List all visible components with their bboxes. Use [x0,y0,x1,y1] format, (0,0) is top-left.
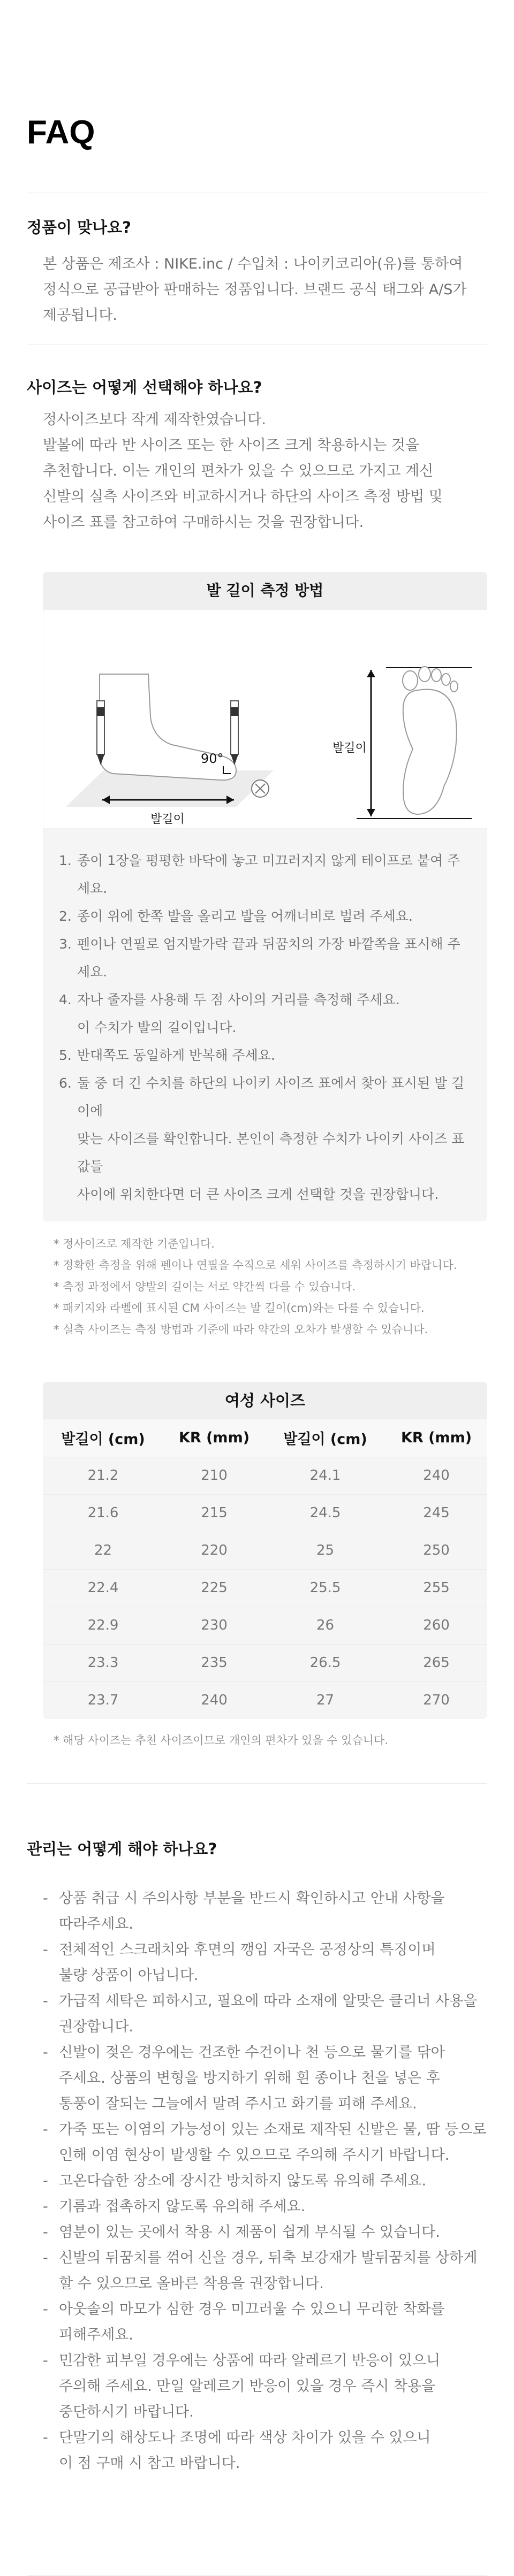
care-line: 권장합니다. [59,2019,133,2035]
size-chart-note: * 해당 사이즈는 추천 사이즈이므로 개인의 편차가 있을 수 있습니다. [54,1734,388,1747]
step-line: 둘 중 더 긴 수치를 하단의 나이키 사이즈 표에서 찾아 표시된 발 길이에 [77,1075,465,1119]
faq-care [27,1784,487,2575]
table-row [43,1494,487,1532]
table-cell: 270 [386,1681,487,1719]
step-line: 펜이나 연필로 엄지발가락 끝과 뒤꿈치의 가장 바깥쪽을 표시해 주세요. [77,936,460,980]
care-item [43,2425,487,2476]
care-item [43,2297,487,2348]
step-number: 1. [59,853,72,868]
care-line: 신발의 뒤꿈치를 꺾어 신을 경우, 뒤축 보강재가 발뒤꿈치를 상하게 [59,2250,478,2266]
size-table [43,1419,487,1719]
bullet-dash: - [43,1890,48,1907]
answer-line: 정식으로 공급받아 판매하는 정품입니다. 브랜드 공식 태그와 A/S가 [43,281,467,298]
care-line: 주세요. 상품의 변형을 방지하기 위해 흰 종이나 천을 넣은 후 [59,2070,440,2086]
care-line: 민감한 피부일 경우에는 상품에 따라 알레르기 반응이 있으니 [59,2352,441,2369]
pen-left-icon [97,701,104,765]
step-item [59,1069,471,1209]
care-item [43,1937,487,1989]
care-item [43,2194,487,2220]
care-line: 인해 이염 현상이 발생할 수 있으므로 주의해 주시기 바랍니다. [59,2147,450,2164]
column-header: 발길이 (cm) [43,1419,163,1457]
bullet-dash: - [43,1941,48,1958]
length-label-side: 발길이 [150,813,185,826]
care-line: 가죽 또는 이염의 가능성이 있는 소재로 제작된 신발은 물, 땀 등으로 [59,2121,487,2138]
step-number: 3. [59,936,72,952]
table-cell: 24.1 [265,1457,386,1494]
column-header: 발길이 (cm) [265,1419,386,1457]
bullet-dash: - [43,1993,48,2009]
column-header: KR (mm) [386,1419,487,1457]
foot-sole-shape [403,690,457,814]
care-line: 통풍이 잘되는 그늘에서 말려 주시고 화기를 피해 주세요. [59,2096,417,2112]
step-item [59,903,471,930]
answer-line: 사이즈 표를 참고하여 구매하시는 것을 권장합니다. [43,514,364,531]
care-item [43,1886,487,1937]
table-row [43,1681,487,1719]
table-cell: 240 [163,1681,265,1719]
measure-notes [54,1233,487,1340]
question-care: 관리는 어떻게 해야 하나요? [27,1840,217,1858]
care-text [59,2425,431,2476]
step-text [77,1042,471,1069]
care-text [59,2220,440,2245]
care-line: 따라주세요. [59,1916,133,1932]
step-line: 맞는 사이즈를 확인합니다. 본인이 측정한 수치가 나이키 사이즈 표 값들 [77,1131,465,1174]
step-line: 종이 1장을 평평한 바닥에 놓고 미끄러지지 않게 테이프로 붙여 주세요. [77,853,460,896]
table-cell: 255 [386,1569,487,1607]
step-line: 사이에 위치한다면 더 큰 사이즈 크게 선택할 것을 권장합니다. [77,1187,439,1202]
care-item [43,2040,487,2117]
foot-measure-illustration [43,609,487,829]
pen-right-icon [231,701,238,765]
table-cell: 225 [163,1569,265,1607]
care-line: 단말기의 해상도나 조명에 따라 색상 차이가 있을 수 있으니 [59,2429,431,2446]
care-item [43,2117,487,2168]
answer-line: 본 상품은 제조사 : NIKE.inc / 수입처 : 나이키코리아(유)를 통하여 [43,256,463,272]
care-line: 신발이 젖은 경우에는 건조한 수건이나 천 등으로 물기를 닦아 [59,2044,445,2061]
bullet-dash: - [43,2352,48,2369]
answer-line: 정사이즈보다 작게 제작한였습니다. [43,411,266,428]
care-line: 기름과 접촉하지 않도록 유의해 주세요. [59,2198,306,2215]
table-cell: 230 [163,1607,265,1644]
care-line: 상품 취급 시 주의사항 부분을 반드시 확인하시고 안내 사항을 [59,1890,445,1907]
table-row [43,1644,487,1681]
care-list [27,1886,487,2476]
care-text [59,2245,477,2297]
faq-authenticity [27,193,487,345]
step-text [77,1069,471,1209]
question-authenticity: 정품이 맞나요? [27,218,132,236]
table-cell: 24.5 [265,1494,386,1532]
step-line: 자나 줄자를 사용해 두 점 사이의 거리를 측정해 주세요. [77,992,400,1007]
care-line: 염분이 있는 곳에서 착용 시 제품이 쉽게 부식될 수 있습니다. [59,2224,440,2241]
step-item [59,1042,471,1069]
note-line: * 측정 과정에서 양발의 길이는 서로 약간씩 다를 수 있습니다. [54,1280,356,1293]
table-row [43,1532,487,1569]
care-line: 피해주세요. [59,2327,133,2343]
table-cell: 265 [386,1644,487,1681]
table-cell: 25.5 [265,1569,386,1607]
toes [403,667,458,692]
table-cell: 22 [43,1532,163,1569]
faq-size [27,345,487,1783]
care-line: 아웃솔의 마모가 심한 경우 미끄러울 수 있으니 무리한 착화를 [59,2301,445,2318]
table-cell: 23.7 [43,1681,163,1719]
care-line: 주의해 주세요. 만일 알레르기 반응이 있을 경우 즉시 착용을 [59,2378,436,2395]
care-item [43,2220,487,2245]
table-row [43,1607,487,1644]
care-line: 고온다습한 장소에 장시간 방치하지 않도록 유의해 주세요. [59,2173,427,2189]
question-size: 사이즈는 어떻게 선택해야 하나요? [27,378,262,396]
bullet-dash: - [43,2198,48,2215]
care-line: 전체적인 스크래치와 후면의 깽임 자국은 공정상의 특징이며 [59,1941,436,1958]
care-text [59,1937,436,1989]
measure-guide-title: 발 길이 측정 방법 [43,572,487,609]
bullet-dash: - [43,2121,48,2138]
care-text [59,2348,440,2425]
care-text [59,2194,305,2220]
table-cell: 27 [265,1681,386,1719]
table-cell: 220 [163,1532,265,1569]
note-line: * 패키지와 라벨에 표시된 CM 사이즈는 발 길이(cm)와는 다를 수 있습니다. [54,1302,425,1314]
answer-authenticity [27,251,487,328]
care-text [59,2297,445,2348]
size-chart-title: 여성 사이즈 [43,1382,487,1419]
table-cell: 22.9 [43,1607,163,1644]
table-cell: 260 [386,1607,487,1644]
care-line: 가급적 세탁은 피하시고, 필요에 따라 소재에 알맞은 클리너 사용을 [59,1993,478,2009]
table-cell: 235 [163,1644,265,1681]
step-text [77,847,471,903]
bullet-dash: - [43,2173,48,2189]
step-item [59,986,471,1042]
table-cell: 25 [265,1532,386,1569]
care-text [59,2040,445,2117]
table-cell: 23.3 [43,1644,163,1681]
step-number: 6. [59,1075,72,1091]
care-text [59,1886,445,1937]
table-header-row [43,1419,487,1457]
step-text [77,903,471,930]
step-number: 4. [59,992,72,1007]
care-text [59,1989,477,2040]
care-line: 불량 상품이 아닙니다. [59,1967,199,1984]
bullet-dash: - [43,2224,48,2241]
vertical-arrow [367,670,375,816]
length-label-sole: 발길이 [332,742,367,755]
table-cell: 250 [386,1532,487,1569]
step-line: 이 수치가 발의 길이입니다. [77,1020,237,1035]
care-text [59,2168,426,2194]
step-number: 5. [59,1048,72,1063]
column-header: KR (mm) [163,1419,265,1457]
care-text [59,2117,487,2168]
answer-line: 추천합니다. 이는 개인의 편차가 있을 수 있으므로 가지고 계신 [43,463,434,479]
note-line: * 정사이즈로 제작한 기준입니다. [54,1237,215,1250]
measure-guide [43,572,487,1221]
care-item [43,2168,487,2194]
step-item [59,847,471,903]
answer-line: 발볼에 따라 반 사이즈 또는 한 사이즈 크게 착용하시는 것을 [43,437,420,454]
step-text [77,986,471,1042]
bullet-dash: - [43,2429,48,2446]
care-item [43,2245,487,2297]
table-cell: 210 [163,1457,265,1494]
step-text [77,930,471,986]
note-line: * 정확한 측정을 위해 펜이나 연필을 수직으로 세워 사이즈를 측정하시기 바랍니다. [54,1259,457,1272]
foot-measure-diagram [43,610,487,828]
care-line: 중단하시기 바랍니다. [59,2404,194,2420]
angle-label: 90° [201,751,224,766]
care-line: 이 점 구매 시 참고 바랍니다. [59,2455,240,2472]
table-row [43,1569,487,1607]
step-line: 종이 위에 한쪽 발을 올리고 발을 어깨너비로 벌려 주세요. [77,908,413,924]
table-cell: 240 [386,1457,487,1494]
bullet-dash: - [43,2301,48,2318]
table-cell: 21.6 [43,1494,163,1532]
step-item [59,930,471,986]
bullet-dash: - [43,2250,48,2266]
table-cell: 215 [163,1494,265,1532]
answer-size [27,407,487,536]
table-cell: 26.5 [265,1644,386,1681]
table-cell: 22.4 [43,1569,163,1607]
table-row [43,1457,487,1494]
table-cell: 26 [265,1607,386,1644]
table-cell: 21.2 [43,1457,163,1494]
measure-steps [43,829,487,1221]
table-cell: 245 [386,1494,487,1532]
answer-line: 신발의 실측 사이즈와 비교하시거나 하단의 사이즈 측정 방법 및 [43,488,443,505]
step-line: 반대쪽도 동일하게 반복해 주세요. [77,1048,275,1063]
care-item [43,2348,487,2425]
step-number: 2. [59,908,72,924]
note-line: * 실측 사이즈는 측정 방법과 기준에 따라 약간의 오차가 발생할 수 있습니다. [54,1323,428,1336]
prohibited-icon [252,780,269,797]
page-title: FAQ [27,114,95,151]
size-chart [43,1382,487,1719]
care-line: 할 수 있으므로 올바른 착용을 권장합니다. [59,2275,324,2292]
bullet-dash: - [43,2044,48,2061]
care-item [43,1989,487,2040]
answer-line: 제공됩니다. [43,307,117,324]
